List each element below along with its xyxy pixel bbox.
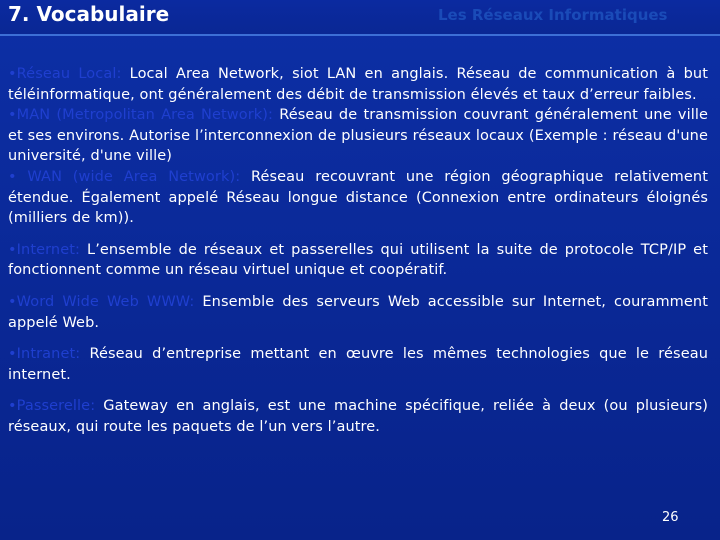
spacer [8,333,708,344]
definition-text: L’ensemble de réseaux et passerelles qui utilisent la suite de protocole TCP/IP et fonctionnent comme un réseau virtuel unique et coopératif. [8,241,708,279]
slide-title: 7. Vocabulaire [8,2,170,26]
spacer [8,229,708,240]
definition-passerelle [8,396,708,437]
term-label: •Passerelle: [8,398,96,415]
definition-wan [8,167,708,229]
definition-text: Réseau de transmission couvrant généralement une ville et ses environs. Autorise l’interconnexion de plusieurs réseaux locaux (Exemple : réseau d'une université, d'une ville) [8,107,709,165]
definition-reseau-local [8,64,708,105]
definition-www [8,292,708,333]
definition-text: Local Area Network, siot LAN en anglais. Réseau de communication à but téléinformatique, ont généralement des débit de transmission élevés et taux d’erreur faibles. [8,66,708,103]
term-label: • WAN (wide Area Network): [8,168,241,185]
spacer [8,385,708,396]
page-number: 26 [662,510,679,525]
title-bar [0,0,720,34]
definition-man [8,105,708,167]
definition-text: Réseau recouvrant une région géographique relativement étendue. Également appelé Réseau longue distance (Connexion entre ordinateurs éloignés (milliers de km)). [8,168,708,227]
term-label: •Word Wide Web WWW: [8,293,195,310]
term-label: •Réseau Local: [8,66,122,82]
definition-internet [8,240,708,281]
term-label: •Internet: [8,241,81,258]
term-label: •Intranet: [8,346,81,363]
definition-intranet [8,344,708,385]
title-divider [0,34,720,36]
slide-subtitle: Les Réseaux Informatiques [438,6,668,24]
vocabulary-content [8,64,708,438]
definition-text: Réseau d’entreprise mettant en œuvre les mêmes technologies que le réseau internet. [8,346,708,383]
term-label: •MAN (Metropolitan Area Network): [8,107,274,124]
definition-text: Gateway en anglais, est une machine spécifique, reliée à deux (ou plusieurs) réseaux, qui route les paquets de l’un vers l’autre. [8,398,708,435]
definition-text: Ensemble des serveurs Web accessible sur Internet, couramment appelé Web. [8,293,708,331]
spacer [8,281,708,292]
